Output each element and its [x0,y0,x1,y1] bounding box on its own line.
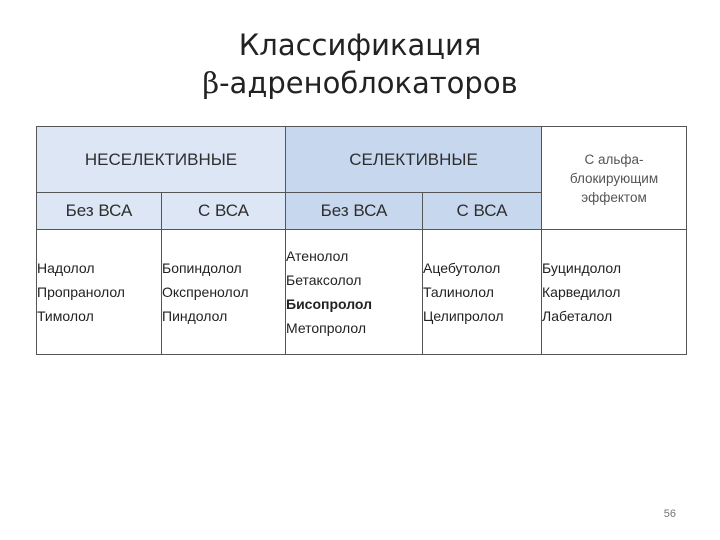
drug-name: Ацебутолол [423,260,501,276]
drug-name-highlighted: Бисопролол [286,296,373,312]
alpha-header-line: эффектом [581,189,647,205]
drug-list-column [423,230,542,355]
drug-name: Тимолол [37,308,94,324]
drug-name: Целипролол [423,308,504,324]
drug-name: Лабеталол [542,308,613,324]
drug-name: Пиндолол [162,308,228,324]
drug-name: Пропранолол [37,284,125,300]
slide-title-line2-text: -адреноблокаторов [219,66,518,100]
drug-name: Бопиндолол [162,260,242,276]
slide-title-line2 [0,64,720,102]
subheader-label: С ВСА [456,201,508,220]
alpha-header-line: С альфа- [584,151,644,167]
drug-name: Окспренолол [162,284,249,300]
slide-title [0,26,720,102]
drug-name: Талинолол [423,284,494,300]
drug-name: Буциндолол [542,260,622,276]
selective-header-label: СЕЛЕКТИВНЫЕ [349,149,478,169]
drug-list-column [286,230,423,355]
drug-list-column [542,230,687,355]
subheader-label: С ВСА [197,201,250,220]
drug-name: Надолол [37,260,95,276]
subheader-nonselective-isa [162,193,286,230]
nonselective-header-label: НЕСЕЛЕКТИВНЫЕ [84,149,238,169]
alpha-header-line: блокирующим [569,170,659,186]
slide-title-line1: Классификация [238,28,482,62]
subheader-label: Без ВСА [320,201,388,220]
subheader-selective-isa [423,193,542,230]
selective-header [286,127,542,193]
page-number: 56 [663,508,676,520]
classification-table [36,126,687,355]
drug-list-column [162,230,286,355]
subheader-nonselective-no-isa [37,193,162,230]
subheader-selective-no-isa [286,193,423,230]
beta-symbol: β [202,66,220,100]
alpha-blocking-header [542,127,687,230]
drug-list-column [37,230,162,355]
subheader-label: Без ВСА [65,201,133,220]
drug-name: Карведилол [542,284,621,300]
drug-name: Атенолол [286,248,349,264]
drug-name: Бетаксолол [286,272,362,288]
nonselective-header [37,127,286,193]
drug-name: Метопролол [286,320,367,336]
